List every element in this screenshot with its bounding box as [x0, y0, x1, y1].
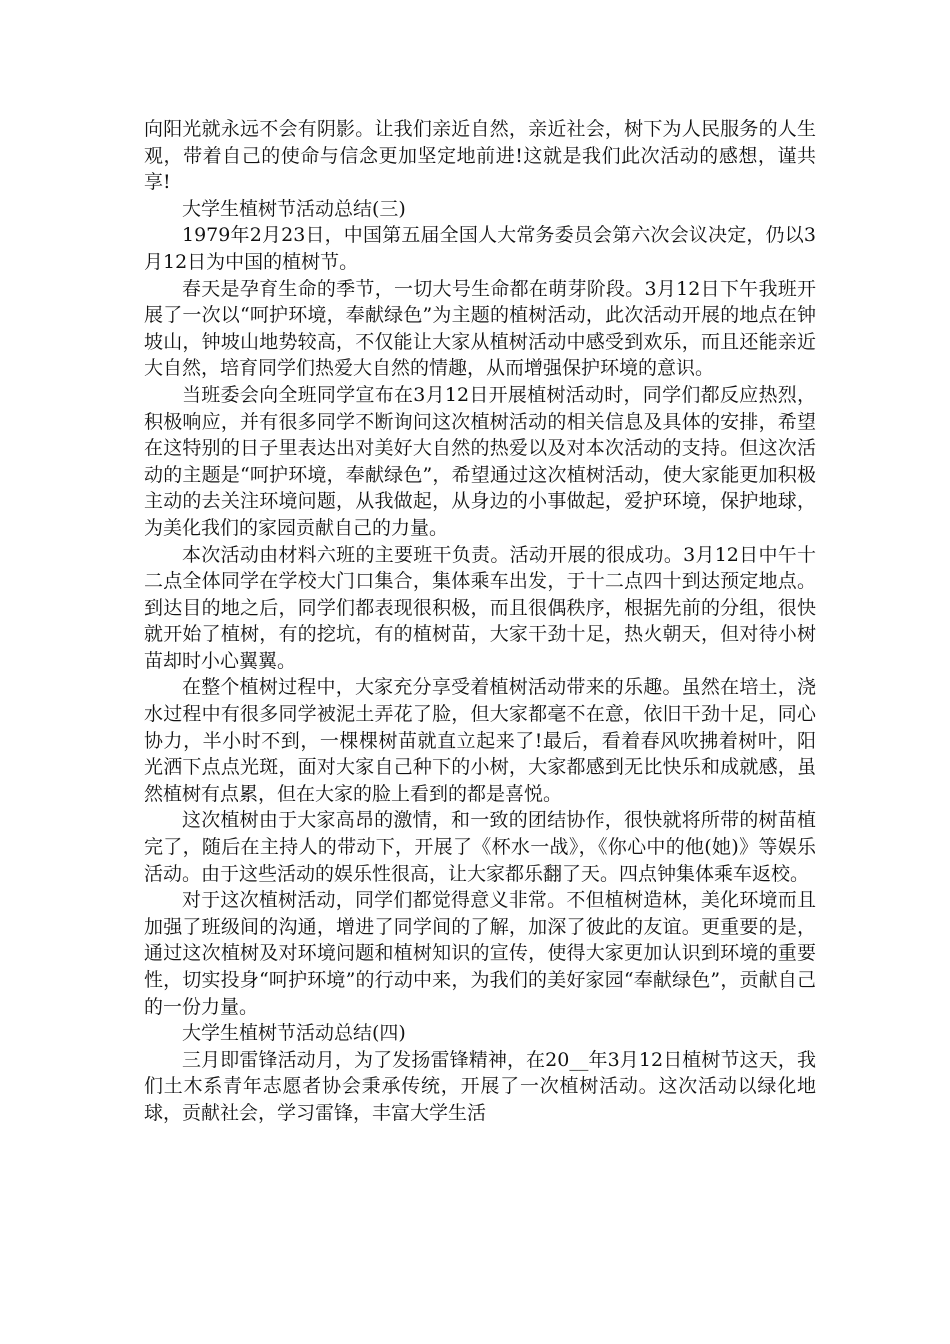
paragraph: 本次活动由材料六班的主要班干负责。活动开展的很成功。3月12日中午十二点全体同学在学校大门口集合，集体乘车出发，于十二点四十到达预定地点。到达目的地之后，同学们都表现很积极，而且很偶秩序，根据先前的分组，很快就开始了植树，有的挖坑，有的植树苗，大家干劲十足，热火朝天，但对待小树苗却时小心翼翼。	[144, 543, 816, 672]
paragraph: 当班委会向全班同学宣布在3月12日开展植树活动时，同学们都反应热烈，积极响应，并有很多同学不断询问这次植树活动的相关信息及具体的安排，希望在这特别的日子里表达出对美好大自然的热爱以及对本次活动的支持。但这次活动的主题是“呵护环境，奉献绿色”，希望通过这次植树活动，使大家能更加积极主动的去关注环境问题，从我做起，从身边的小事做起，爱护环境，保护地球，为美化我们的家园贡献自己的力量。	[144, 383, 816, 539]
paragraph: 1979年2月23日，中国第五届全国人大常务委员会第六次会议决定，仍以3月12日为中国的植树节。	[144, 224, 816, 273]
document-body	[144, 116, 816, 1127]
paragraph: 春天是孕育生命的季节，一切大号生命都在萌芽阶段。3月12日下午我班开展了一次以“呵护环境，奉献绿色”为主题的植树活动，此次活动开展的地点在钟坡山，钟坡山地势较高，不仅能让大家从植树活动中感受到欢乐，而且还能亲近大自然，培育同学们热爱大自然的情趣，从而增强保护环境的意识。	[144, 277, 816, 380]
section-heading-4: 大学生植树节活动总结(四)	[182, 1022, 406, 1045]
paragraph: 三月即雷锋活动月，为了发扬雷锋精神，在20__年3月12日植树节这天，我们土木系青年志愿者协会秉承传统，开展了一次植树活动。这次活动以绿化地球，贡献社会，学习雷锋，丰富大学生活	[144, 1048, 816, 1124]
section-heading-3: 大学生植树节活动总结(三)	[182, 197, 406, 220]
paragraph: 这次植树由于大家高昂的激情，和一致的团结协作，很快就将所带的树苗植完了，随后在主持人的带动下，开展了《杯水一战》，《你心中的他(她)》等娱乐活动。由于这些活动的娱乐性很高，让大家都乐翻了天。四点钟集体乘车返校。	[144, 809, 816, 885]
paragraph-continued: 向阳光就永远不会有阴影。让我们亲近自然，亲近社会，树下为人民服务的人生观，带着自己的使命与信念更加坚定地前进!这就是我们此次活动的感想，谨共享!	[144, 118, 816, 194]
paragraph: 在整个植树过程中，大家充分享受着植树活动带来的乐趣。虽然在培土，浇水过程中有很多同学被泥土弄花了脸，但大家都毫不在意，依旧干劲十足，同心协力，半小时不到，一棵棵树苗就直立起来了!最后，看着春风吹拂着树叶，阳光洒下点点光斑，面对大家自己种下的小树，大家都感到无比快乐和成就感，虽然植树有点累，但在大家的脸上看到的都是喜悦。	[144, 676, 816, 805]
paragraph: 对于这次植树活动，同学们都觉得意义非常。不但植树造林，美化环境而且加强了班级间的沟通，增进了同学间的了解，加深了彼此的友谊。更重要的是，通过这次植树及对环境问题和植树知识的宣传，使得大家更加认识到环境的重要性，切实投身“呵护环境”的行动中来，为我们的美好家园“奉献绿色”，贡献自己的一份力量。	[144, 889, 816, 1018]
